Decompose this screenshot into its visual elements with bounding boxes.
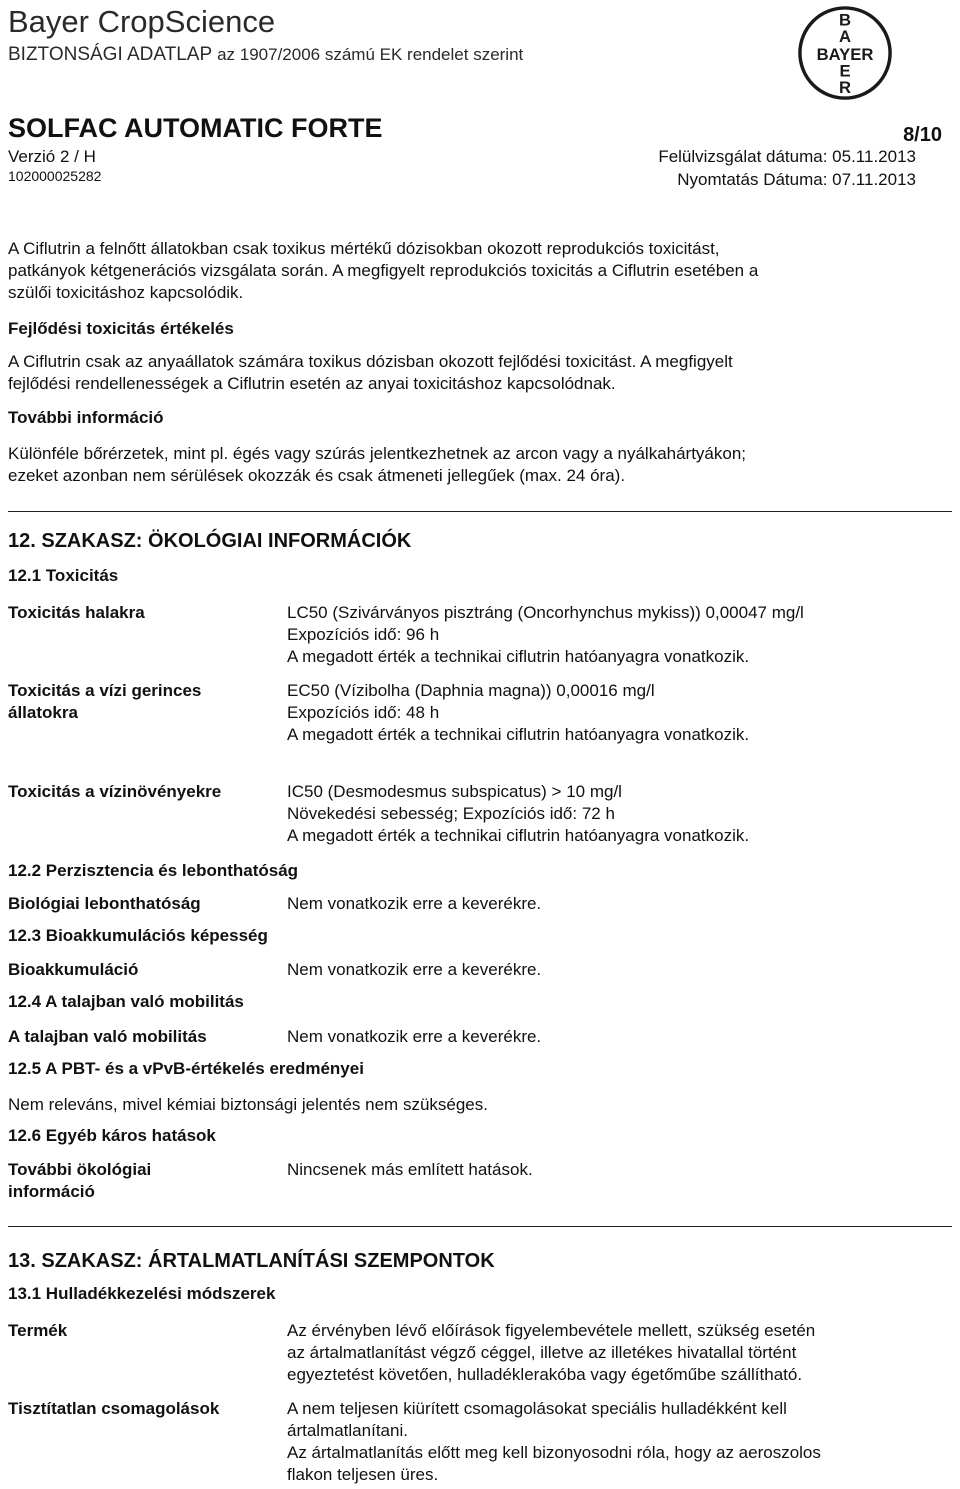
document-code: 102000025282: [8, 168, 102, 184]
invertebrate-toxicity-value: EC50 (Vízibolha (Daphnia magna)) 0,00016 mg/l Expozíciós idő: 48 h A megadott érték a technikai ciflutrin hatóanyagra vonatkozik.: [287, 681, 750, 744]
bioaccumulation-value: Nem vonatkozik erre a keverékre.: [287, 960, 542, 979]
subsection-12-5: 12.5 A PBT- és a vPvB-értékelés eredményei: [8, 1059, 364, 1078]
pbt-text: Nem releváns, mivel kémiai biztonsági jelentés nem szükséges.: [8, 1095, 488, 1114]
section-divider: [8, 1226, 952, 1227]
product-name: SOLFAC AUTOMATIC FORTE: [8, 113, 383, 143]
section-divider: [8, 511, 952, 512]
svg-text:A: A: [838, 27, 852, 47]
product-disposal-label: Termék: [8, 1321, 68, 1340]
svg-text:BAYER: BAYER: [816, 44, 874, 64]
subsection-12-3: 12.3 Bioakkumulációs képesség: [8, 926, 268, 945]
more-info-heading: További információ: [8, 408, 164, 427]
dev-toxicity-text: A Ciflutrin csak az anyaállatok számára toxikus dózisban okozott fejlődési toxicitást. A megfigyelt fejlődési rendellenességek a Ciflutrin esetén az anyai toxicitáshoz kapcsolódnak.: [8, 352, 733, 393]
subsection-12-1: 12.1 Toxicitás: [8, 566, 119, 585]
product-disposal-value: Az érvényben lévő előírások figyelembevétele mellett, szükség esetén az ártalmatlanítást végző céggel, illetve az illetékes hivatallal történt egyeztetést követően, hulladéklerakóba vagy égetőműbe szállítható.: [287, 1321, 816, 1384]
fish-toxicity-value: LC50 (Szivárványos pisztráng (Oncorhynchus mykiss)) 0,00047 mg/l Expozíciós idő: 96 h A megadott érték a technikai ciflutrin hatóanyagra vonatkozik.: [287, 603, 804, 666]
section-13-title: 13. SZAKASZ: ÁRTALMATLANÍTÁSI SZEMPONTOK: [8, 1250, 495, 1272]
section-12-title: 12. SZAKASZ: ÖKOLÓGIAI INFORMÁCIÓK: [8, 530, 412, 552]
bayer-logo: [796, 4, 894, 102]
doc-subtitle: [8, 44, 523, 66]
page-number: 8/10: [903, 124, 942, 146]
reproductive-toxicity-text: A Ciflutrin a felnőtt állatokban csak toxikus mértékű dózisokban okozott reprodukciós toxicitást, patkányok kétgenerációs vizsgálata során. A megfigyelt reprodukciós toxicitás a Ciflutrin esetében a szülői toxicitáshoz kapcsolódik.: [8, 239, 759, 302]
soil-mobility-label: A talajban való mobilitás: [8, 1027, 207, 1046]
subsection-13-1: 13.1 Hulladékkezelési módszerek: [8, 1284, 276, 1303]
bioaccumulation-label: Bioakkumuláció: [8, 960, 139, 979]
packaging-disposal-value: A nem teljesen kiürített csomagolásokat speciális hulladékként kell ártalmatlanítani. Az ártalmatlanítás előtt meg kell bizonyosodni róla, hogy az aeroszolos flakon teljesen üres.: [287, 1399, 821, 1484]
packaging-disposal-label: Tisztítatlan csomagolások: [8, 1399, 220, 1418]
regulation-text: az 1907/2006 számú EK rendelet szerint: [217, 45, 524, 64]
other-effects-value: Nincsenek más említett hatások.: [287, 1160, 533, 1179]
biodegradability-value: Nem vonatkozik erre a keverékre.: [287, 894, 542, 913]
company-name: Bayer CropScience: [8, 4, 276, 39]
fish-toxicity-label: Toxicitás halakra: [8, 603, 145, 622]
subsection-12-6: 12.6 Egyéb káros hatások: [8, 1126, 216, 1145]
subsection-12-2: 12.2 Perzisztencia és lebonthatóság: [8, 861, 299, 880]
doc-type: BIZTONSÁGI ADATLAP: [8, 44, 212, 65]
other-effects-label: További ökológiai információ: [8, 1160, 152, 1201]
svg-text:R: R: [838, 78, 852, 98]
biodegradability-label: Biológiai lebonthatóság: [8, 894, 201, 913]
svg-text:E: E: [839, 61, 851, 81]
plant-toxicity-value: IC50 (Desmodesmus subspicatus) > 10 mg/l Növekedési sebesség; Expozíciós idő: 72 h A megadott érték a technikai ciflutrin hatóanyagra vonatkozik.: [287, 782, 750, 845]
more-info-text: Különféle bőrérzetek, mint pl. égés vagy szúrás jelentkezhetnek az arcon vagy a nyálkahártyákon; ezeket azonban nem sérülések okozzák és csak átmeneti jellegűek (max. 24 óra).: [8, 444, 747, 485]
dev-toxicity-heading: Fejlődési toxicitás értékelés: [8, 319, 234, 338]
version: Verzió 2 / H: [8, 147, 96, 166]
soil-mobility-value: Nem vonatkozik erre a keverékre.: [287, 1027, 542, 1046]
plant-toxicity-label: Toxicitás a vízinövényekre: [8, 782, 222, 801]
invertebrate-toxicity-label: Toxicitás a vízi gerinces állatokra: [8, 681, 202, 722]
print-date: Nyomtatás Dátuma: 07.11.2013: [677, 170, 916, 189]
subsection-12-4: 12.4 A talajban való mobilitás: [8, 992, 244, 1011]
svg-text:B: B: [838, 10, 852, 30]
review-date: Felülvizsgálat dátuma: 05.11.2013: [658, 147, 916, 166]
